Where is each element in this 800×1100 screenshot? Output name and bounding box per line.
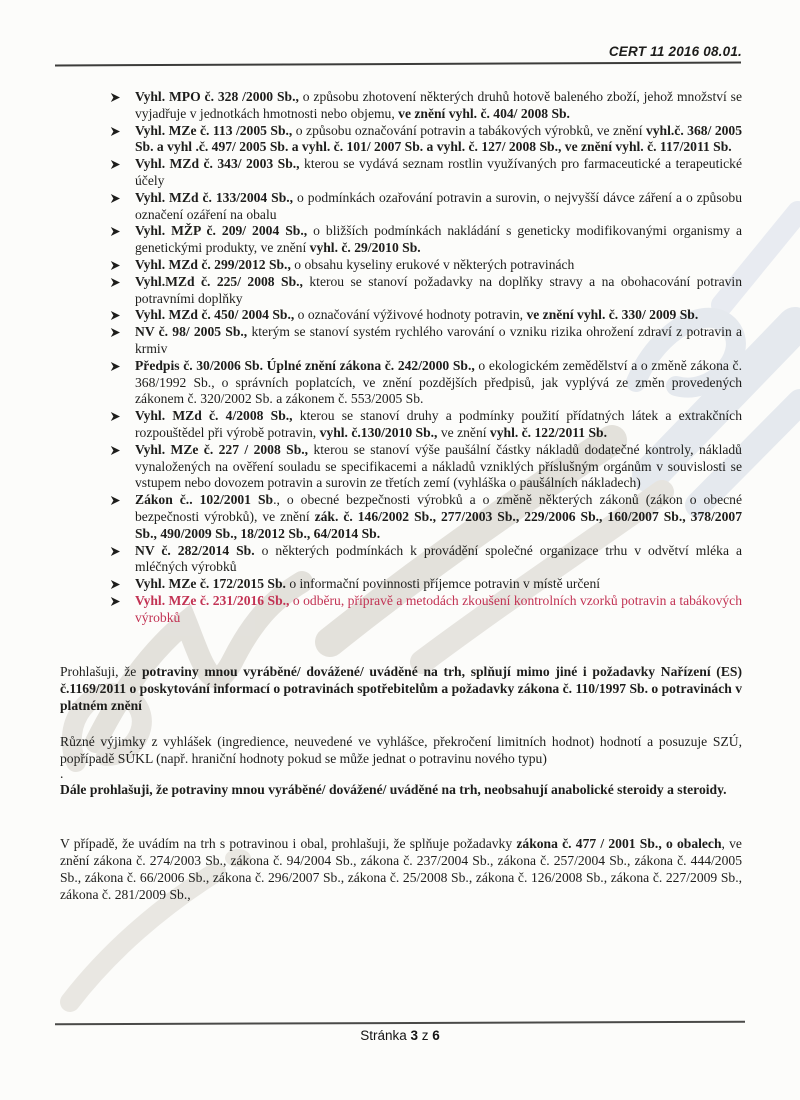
regulation-item: [60, 324, 742, 358]
regulation-item: [60, 274, 742, 308]
text-segment: vyhl. č. 29/2010 Sb.: [309, 240, 421, 256]
regulation-item: [60, 156, 742, 190]
text-segment: Vyhl. MZd č. 343/ 2003 Sb.,: [135, 156, 300, 172]
text-segment: o odběru, přípravě a metodách zkoušení kontrolních vzorků potravin a tabákových výrobků: [135, 592, 742, 625]
text-segment: NV č. 282/2014 Sb.: [135, 542, 255, 558]
arrowhead-right-icon: [110, 126, 121, 137]
arrowhead-right-icon: [110, 495, 121, 506]
text-segment: Vyhl. MZe č. 113 /2005 Sb.,: [135, 122, 293, 138]
regulation-item: [60, 543, 742, 577]
doc-code: CERT 11 2016 08.01.: [608, 44, 742, 59]
regulation-text: [135, 190, 742, 222]
text-segment: Prohlašuji, že: [60, 663, 142, 679]
text-segment: ve znění vyhl. č. 404/ 2008 Sb.: [398, 105, 570, 121]
regulation-item: [60, 358, 742, 408]
regulation-text: [135, 593, 742, 625]
text-segment: kterou se vydává seznam rostlin využívaných pro farmaceutické a terapeutické účely: [135, 156, 742, 188]
regulation-item: [60, 190, 742, 224]
text-segment: kterou se stanoví druhy a podmínky použití přídatných látek a extrakčních rozpouštědel při výrobě potravin,: [135, 408, 742, 440]
arrowhead-right-icon: [110, 445, 121, 456]
regulation-text: [135, 257, 574, 272]
regulation-item: [60, 442, 742, 492]
regulation-text: [135, 324, 742, 356]
regulation-item: [60, 576, 742, 593]
arrowhead-right-icon: [110, 596, 121, 607]
regulation-item: [60, 123, 742, 157]
text-segment: o bližších podmínkách nakládání s geneticky modifikovanými organismy a genetickými produkty, ve znění: [135, 223, 742, 256]
declaration-paragraph: [60, 663, 742, 715]
arrowhead-right-icon: [110, 193, 121, 204]
regulation-text: [135, 492, 742, 541]
regulation-item: [60, 408, 742, 442]
stray-period: [60, 765, 742, 781]
text-segment: ve znění: [437, 424, 490, 440]
text-segment: zákona č. 477 / 2001 Sb., o obalech: [516, 835, 722, 851]
regulation-item: [60, 593, 742, 627]
regulation-text: [135, 442, 742, 491]
text-segment: potraviny mnou vyráběné/ dovážené/ uváděné na trh, splňují mimo jiné i požadavky Nařízení (ES) č.1169/2011 o poskytování informací o potravinách spotřebitelům a požadavky zákona č. 110/1997 Sb. o potravinách v platném znění: [60, 663, 743, 713]
text-segment: Vyhl. MZe č. 231/2016 Sb.,: [135, 592, 290, 608]
text-segment: Vyhl. MPO č. 328 /2000 Sb.,: [135, 89, 299, 104]
footer-label: Stránka: [360, 1028, 407, 1043]
arrowhead-right-icon: [110, 327, 121, 338]
regulation-text: [135, 89, 742, 121]
arrowhead-right-icon: [110, 411, 121, 422]
arrowhead-right-icon: [110, 310, 121, 321]
regulation-text: [135, 123, 742, 155]
text-segment: kterou se stanoví požadavky na doplňky stravy a na obohacování potravin potravními doplňky: [135, 273, 742, 306]
text-segment: vyhl.č. 368/ 2005 Sb. a vyhl .č. 497/ 2005 Sb. a vyhl. č. 101/ 2007 Sb. a vyhl. č. 127/ 2008 Sb., ve znění vyhl. č. 117/2011 Sb.: [135, 122, 743, 155]
text-segment: .: [60, 765, 64, 781]
text-segment: V případě, že uvádím na trh s potravinou i obal, prohlašuji, že splňuje požadavky: [60, 835, 517, 851]
arrowhead-right-icon: [110, 579, 121, 590]
arrowhead-right-icon: [110, 361, 121, 372]
regulation-text: [135, 156, 742, 188]
text-segment: Různé výjimky z vyhlášek (ingredience, neuvedené ve vyhlášce, překročení limitních hodnot) hodnotí a posuzuje SZÚ, popřípadě SÚKL (např. hraniční hodnoty pokud se může jednat o potravinu nového typu): [60, 734, 742, 767]
text-segment: o způsobu označování potravin a tabákových výrobků, ve znění: [292, 122, 646, 138]
regulation-item: [60, 492, 742, 542]
text-segment: o informační povinnosti příjemce potravin v místě určení: [285, 576, 601, 592]
text-segment: Předpis č. 30/2006 Sb. Úplné znění zákona č. 242/2000 Sb.,: [135, 357, 475, 373]
packaging-declaration-paragraph: [60, 835, 742, 904]
text-segment: Vyhl. MZd č. 450/ 2004 Sb.,: [135, 307, 295, 323]
text-segment: Zákon č.. 102/2001 Sb: [135, 492, 274, 508]
regulation-text: [135, 223, 742, 255]
text-segment: o některých podmínkách k provádění společné organizace trhu v odvětví mléka a mléčných výrobků: [135, 542, 743, 575]
arrowhead-right-icon: [110, 226, 121, 237]
text-segment: o způsobu zhotovení některých druhů hotově baleného zboží, jehož množství se vyjadřuje v jednotkách hmotnosti nebo objemu,: [135, 89, 742, 121]
text-segment: o ekologickém zemědělství a o změně zákona č. 368/1992 Sb., o správních poplatcích, ve znění pozdějších předpisů, jak vyplývá ze změn provedených zákonem č. 320/2002 Sb. a zákonem č. 553/2005 Sb.: [135, 357, 742, 407]
steroids-declaration-paragraph: [60, 781, 742, 798]
arrowhead-right-icon: [110, 260, 121, 271]
text-segment: Vyhl. MZe č. 227 / 2008 Sb.,: [135, 441, 309, 457]
exceptions-paragraph: [60, 733, 742, 767]
footer-of-label: z: [421, 1028, 429, 1043]
text-segment: o obsahu kyseliny erukové v některých potravinách: [290, 256, 575, 272]
text-segment: Vyhl. MZd č. 133/2004 Sb.,: [135, 189, 294, 205]
text-segment: ve znění vyhl. č. 330/ 2009 Sb.: [526, 307, 699, 323]
text-segment: Dále prohlašuji, že potraviny mnou vyráběné/ dovážené/ uváděné na trh, neobsahují anabolické steroidy a steroidy.: [60, 781, 727, 797]
text-segment: Vyhl. MZe č. 172/2015 Sb.: [135, 576, 286, 592]
text-segment: kterým se stanoví systém rychlého varování o vzniku rizika ohrožení zdraví z potravin a krmiv: [135, 324, 743, 356]
footer-total-pages: 6: [432, 1028, 440, 1043]
regulation-item: [60, 257, 742, 274]
text-segment: vyhl. č. 122/2011 Sb.: [489, 424, 608, 440]
regulation-text: [135, 274, 742, 306]
text-segment: zák. č. 146/2002 Sb., 277/2003 Sb., 229/2006 Sb., 160/2007 Sb., 378/2007 Sb., 490/2009 Sb., 18/2012 Sb., 64/2014 Sb.: [135, 508, 742, 541]
text-segment: o označování výživové hodnoty potravin,: [294, 307, 527, 323]
regulation-item: [60, 307, 742, 324]
text-segment: Vyhl. MŽP č. 209/ 2004 Sb.,: [135, 223, 308, 239]
text-segment: Vyhl. MZd č. 299/2012 Sb.,: [135, 256, 291, 272]
text-segment: NV č. 98/ 2005 Sb.,: [135, 324, 248, 340]
arrowhead-right-icon: [110, 159, 121, 170]
regulation-text: [135, 576, 600, 591]
text-segment: o podmínkách ozařování potravin a surovin, o nejvyšší dávce záření a o způsobu označení ozáření na obalu: [135, 189, 743, 222]
regulation-text: [135, 408, 742, 440]
text-segment: ., o obecné bezpečnosti výrobků a o změně některých zákonů (zákon o obecné bezpečnosti výrobků), ve znění: [135, 492, 742, 524]
regulation-item: [60, 89, 742, 123]
text-segment: vyhl. č.130/2010 Sb.,: [319, 424, 438, 440]
regulation-text: [135, 358, 742, 407]
page-footer: [0, 1028, 800, 1043]
regulation-item: [60, 223, 742, 257]
text-segment: kterou se stanoví výše paušální částky nákladů dodatečné kontroly, nákladů vynaložených na ověření souladu se specifikacemi a nákladů vzniklých příslušným orgánům v souvislosti se vstupem nebo dovozem potravin a surovin ze třetích zemí (vyhláška o paušálních nákladech): [135, 441, 742, 491]
footer-page-number: 3: [410, 1028, 418, 1043]
arrowhead-right-icon: [110, 277, 121, 288]
text-segment: , ve znění zákona č. 274/2003 Sb., zákona č. 94/2004 Sb., zákona č. 237/2004 Sb., zákona č. 257/2004 Sb., zákona č. 444/2005 Sb., zákona č. 66/2006 Sb., zákona č. 296/2007 Sb., zákona č. 25/2008 Sb., zákona č. 126/2008 Sb., zákona č. 227/2009 Sb., zákona č. 281/2009 Sb.,: [60, 835, 742, 903]
document-body: [60, 89, 742, 904]
text-segment: Vyhl. MZd č. 4/2008 Sb.,: [135, 408, 293, 424]
text-segment: Vyhl.MZd č. 225/ 2008 Sb.,: [135, 273, 303, 289]
regulation-text: [135, 307, 698, 322]
regulation-text: [135, 543, 742, 575]
arrowhead-right-icon: [110, 92, 121, 103]
regulation-list: [60, 89, 742, 627]
arrowhead-right-icon: [110, 546, 121, 557]
